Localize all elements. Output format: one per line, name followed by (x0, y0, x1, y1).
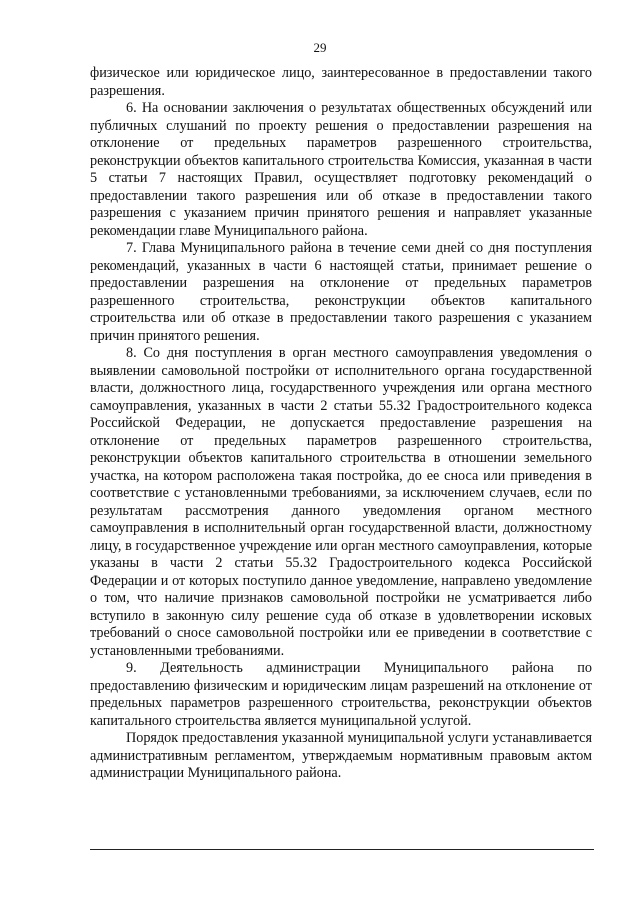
page-number: 29 (313, 40, 327, 55)
paragraph-7: 7. Глава Муниципального района в течение семи дней со дня поступления рекомендаций, указанных в части 6 настоящей статьи, принимает решение о предоставлении разрешения на отклонение от предельных параметров разрешенного строительства, реконструкции объектов капитального строительства или об отказе в предоставлении такого разрешения с указанием причин принятого решения. (90, 240, 592, 344)
paragraph-9: 9. Деятельность администрации Муниципального района по предоставлению физическим и юридическим лицам разрешений на отклонение от предельных параметров разрешенного строительства, реконструкции объектов капитального строительства является муниципальной услугой. (90, 660, 592, 729)
paragraph-procedure: Порядок предоставления указанной муниципальной услуги устанавливается административным регламентом, утверждаемым нормативным правовым актом администрации Муниципального района. (90, 730, 592, 781)
paragraph-continuation: физическое или юридическое лицо, заинтересованное в предоставлении такого разрешения. (90, 65, 592, 99)
footer-divider (90, 849, 594, 850)
paragraph-6: 6. На основании заключения о результатах общественных обсуждений или публичных слушаний по проекту решения о предоставлении разрешения на отклонение от предельных параметров разрешенного строительства, реконструкции объектов капитального строительства Комиссия, указанная в части 5 статьи 7 настоящих Правил, осуществляет подготовку рекомендаций о предоставлении такого разрешения или об отказе в предоставлении такого разрешения с указанием причин принятого решения и направляет указанные рекомендации главе Муниципального района. (90, 100, 592, 239)
document-body (90, 65, 592, 783)
paragraph-8: 8. Со дня поступления в орган местного самоуправления уведомления о выявлении самовольной постройки от исполнительного органа государственной власти, должностного лица, государственного учреждения или органа местного самоуправления, указанных в части 2 статьи 55.32 Градостроительного кодекса Российской Федерации, не допускается предоставление разрешения на отклонение от предельных параметров разрешенного строительства, реконструкции объектов капитального строительства в отношении земельного участка, на котором расположена такая постройка, до ее сноса или приведения в соответствие с установленными требованиями, за исключением случаев, если по результатам рассмотрения данного уведомления органом местного самоуправления в исполнительный орган государственной власти, должностному лицу, в государственное учреждение или орган местного самоуправления, которые указаны в части 2 статьи 55.32 Градостроительного кодекса Российской Федерации и от которых поступило данное уведомление, направлено уведомление о том, что наличие признаков самовольной постройки не усматривается либо вступило в законную силу решение суда об отказе в удовлетворении исковых требований о сносе самовольной постройки или ее приведении в соответствие с установленными требованиями. (90, 345, 592, 659)
